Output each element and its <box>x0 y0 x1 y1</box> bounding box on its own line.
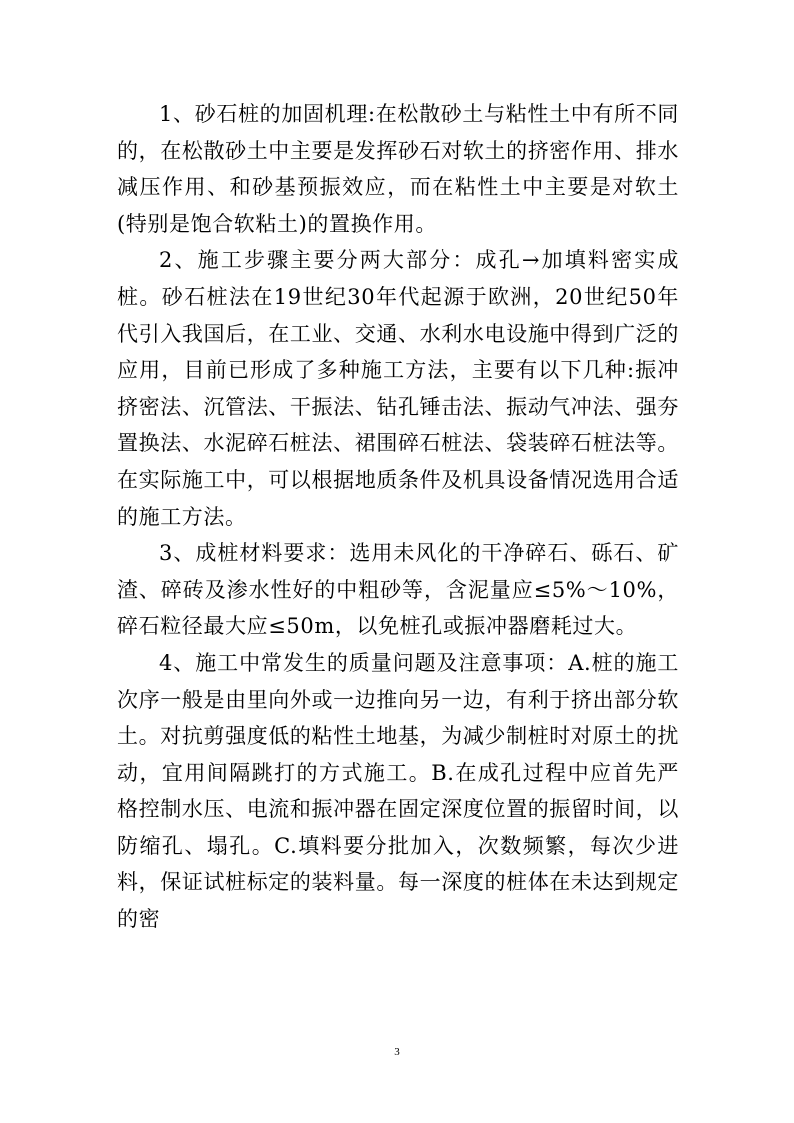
page-number: 3 <box>394 1046 400 1058</box>
paragraph-construction-steps: 2、施工步骤主要分两大部分：成孔→加填料密实成桩。砂石桩法在19世纪30年代起源于欧洲，20世纪50年代引入我国后，在工业、交通、水利水电设施中得到广泛的应用，目前已形成了多种施工方法，主要有以下几种:振冲挤密法、沉管法、干振法、钻孔锤击法、振动气冲法、强夯置换法、水泥碎石桩法、裙围碎石桩法、袋装碎石桩法等。在实际施工中，可以根据地质条件及机具设备情况选用合适的施工方法。 <box>117 248 679 529</box>
paragraph-reinforcement-mechanism: 1、砂石桩的加固机理:在松散砂土与粘性土中有所不同的，在松散砂土中主要是发挥砂石对软土的挤密作用、排水减压作用、和砂基预振效应，而在粘性土中主要是对软土(特别是饱合软粘土)的置换作用。 <box>117 102 679 236</box>
paragraph-material-requirements: 3、成桩材料要求：选用未风化的干净碎石、砾石、矿渣、碎砖及渗水性好的中粗砂等，含泥量应≤5%～10%，碎石粒径最大应≤50m，以免桩孔或振冲器磨耗过大。 <box>117 541 679 639</box>
document-body <box>117 96 679 938</box>
paragraph-quality-issues: 4、施工中常发生的质量问题及注意事项：A.桩的施工次序一般是由里向外或一边推向另一边，有利于挤出部分软土。对抗剪强度低的粘性土地基，为减少制桩时对原土的扰动，宜用间隔跳打的方式施工。B.在成孔过程中应首先严格控制水压、电流和振冲器在固定深度位置的振留时间，以防缩孔、塌孔。C.填料要分批加入，次数频繁，每次少进料，保证试桩标定的装料量。每一深度的桩体在未达到规定的密 <box>117 650 679 932</box>
